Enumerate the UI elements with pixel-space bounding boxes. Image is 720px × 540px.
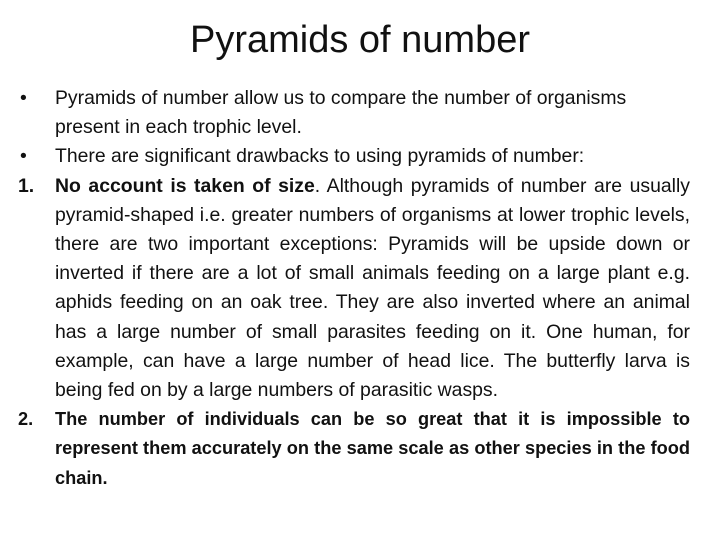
number-marker: 2. — [18, 409, 34, 430]
numbered-text: . Although pyramids of number are usually pyramid-shaped i.e. greater numbers of organisms at lower trophic levels, there are two important exceptions: Pyramids will be upside down or inverted if there are a lot of small animals feeding on a large plant e.g. aphids feeding on an oak tree. They are also inverted where an animal has a large number of small parasites feeding on it. One human, for example, can have a large number of head lice. The butterfly larva is being fed on by a large numbers of parasitic wasps. — [55, 174, 690, 402]
slide-title: Pyramids of number — [189, 19, 530, 61]
bullet-marker: • — [20, 145, 27, 168]
bullet-text: Pyramids of number allow us to compare the number of organisms present in each trophic level. — [55, 87, 627, 139]
bullet-marker: • — [20, 87, 27, 109]
number-marker: 1. — [18, 174, 35, 197]
numbered-bold-lead: No account is taken of size — [55, 174, 315, 197]
numbered-text: The number of individuals can be so great that it is impossible to represent them accurately on the same scale as other species in the food chain. — [55, 409, 690, 488]
bullet-text: There are significant drawbacks to using pyramids of number: — [55, 145, 585, 168]
bullet-item — [18, 84, 690, 142]
bullet-item — [18, 142, 690, 171]
numbered-item — [18, 405, 690, 493]
numbered-item — [18, 172, 690, 406]
slide-body — [18, 84, 690, 493]
